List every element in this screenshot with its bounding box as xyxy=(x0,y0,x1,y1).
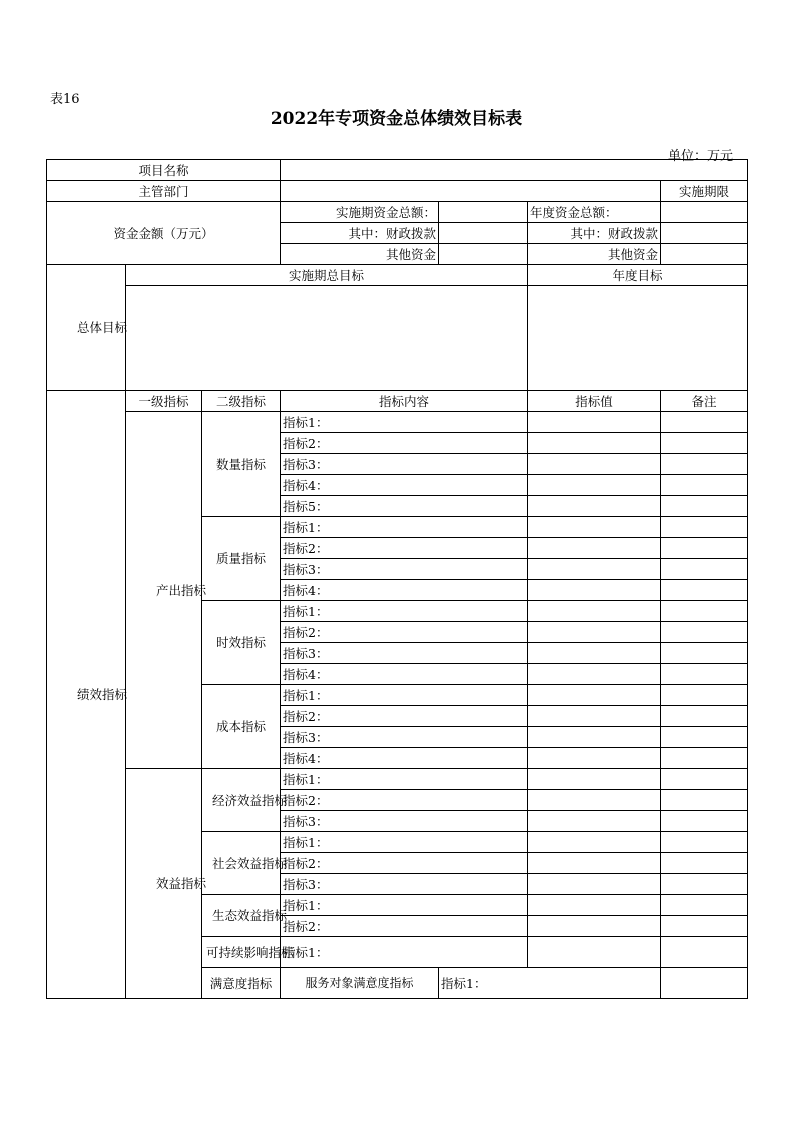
indicator-value-field[interactable] xyxy=(528,538,661,559)
period-goal-field[interactable] xyxy=(126,286,528,391)
table-row xyxy=(47,391,748,412)
table-row xyxy=(47,265,748,286)
indicator-value-field[interactable] xyxy=(528,937,661,968)
output-indicator-label: 产出指标 xyxy=(126,412,202,769)
indicator-item: 指标3： xyxy=(281,454,528,475)
indicator-item: 指标1： xyxy=(281,517,528,538)
indicator-value-field[interactable] xyxy=(528,643,661,664)
table-row xyxy=(47,286,748,391)
indicator-value-field[interactable] xyxy=(528,874,661,895)
table-row xyxy=(47,181,748,202)
indicator-item: 指标3： xyxy=(281,811,528,832)
indicator-value-field[interactable] xyxy=(528,454,661,475)
indicator-value-field[interactable] xyxy=(528,895,661,916)
ecological-benefit-label: 生态效益指标 xyxy=(202,895,281,937)
indicator-value-field[interactable] xyxy=(528,685,661,706)
period-fiscal-field[interactable] xyxy=(439,223,528,244)
indicator-item: 指标2： xyxy=(281,916,528,937)
indicator-value-field[interactable] xyxy=(528,664,661,685)
indicator-item: 指标1： xyxy=(281,412,528,433)
table-number: 表16 xyxy=(50,92,80,107)
overall-goal-label: 总体目标 xyxy=(47,265,126,391)
period-label: 实施期限 xyxy=(661,181,748,202)
indicator-note-field[interactable] xyxy=(661,559,748,580)
indicator-note-field[interactable] xyxy=(661,853,748,874)
note-header: 备注 xyxy=(661,391,748,412)
indicator-item: 指标1： xyxy=(281,769,528,790)
indicator-item: 指标4： xyxy=(281,748,528,769)
quantity-indicator-label: 数量指标 xyxy=(202,412,281,517)
indicator-note-field[interactable] xyxy=(661,685,748,706)
indicator-note-field[interactable] xyxy=(661,412,748,433)
annual-fund-field[interactable] xyxy=(661,202,748,223)
indicator-item: 指标5： xyxy=(281,496,528,517)
indicator-note-field[interactable] xyxy=(661,832,748,853)
annual-goal-field[interactable] xyxy=(528,286,748,391)
indicator-item: 指标2： xyxy=(281,706,528,727)
annual-other-field[interactable] xyxy=(661,244,748,265)
indicator-value-field[interactable] xyxy=(528,916,661,937)
indicator-item: 指标2： xyxy=(281,538,528,559)
indicator-value-field[interactable] xyxy=(528,769,661,790)
indicator-note-field[interactable] xyxy=(661,937,748,968)
indicator-note-field[interactable] xyxy=(661,916,748,937)
indicator-value-field[interactable] xyxy=(528,748,661,769)
indicator-note-field[interactable] xyxy=(661,895,748,916)
indicator-item: 指标3： xyxy=(281,559,528,580)
level1-header: 一级指标 xyxy=(126,391,202,412)
period-other-label: 其他资金 xyxy=(281,244,439,265)
period-other-field[interactable] xyxy=(439,244,528,265)
indicator-note-field[interactable] xyxy=(661,538,748,559)
benefit-indicator-label: 效益指标 xyxy=(126,769,202,999)
indicator-note-field[interactable] xyxy=(661,811,748,832)
indicator-value-field[interactable] xyxy=(528,496,661,517)
sustainable-impact-label: 可持续影响指标 xyxy=(202,937,281,968)
indicator-value-field[interactable] xyxy=(528,559,661,580)
indicator-item: 指标2： xyxy=(281,433,528,454)
service-satisfaction-label: 服务对象满意度指标 xyxy=(281,968,439,999)
indicator-note-field[interactable] xyxy=(661,475,748,496)
project-name-label: 项目名称 xyxy=(47,160,281,181)
indicator-note-field[interactable] xyxy=(661,580,748,601)
indicator-item: 指标3： xyxy=(281,874,528,895)
indicator-item: 指标1： xyxy=(281,937,528,968)
satisfaction-indicator-label: 满意度指标 xyxy=(202,968,281,999)
indicator-value-field[interactable] xyxy=(528,622,661,643)
indicator-item: 指标3： xyxy=(281,643,528,664)
indicator-value-field[interactable] xyxy=(528,811,661,832)
indicator-note-field[interactable] xyxy=(661,496,748,517)
content-header: 指标内容 xyxy=(281,391,528,412)
indicator-note-field[interactable] xyxy=(661,601,748,622)
annual-other-label: 其他资金 xyxy=(528,244,661,265)
performance-indicators-label: 绩效指标 xyxy=(47,391,126,999)
indicator-note-field[interactable] xyxy=(661,433,748,454)
annual-fiscal-label: 其中：财政拨款 xyxy=(528,223,661,244)
indicator-item: 指标3： xyxy=(281,727,528,748)
indicator-item: 指标2： xyxy=(281,790,528,811)
timeliness-indicator-label: 时效指标 xyxy=(202,601,281,685)
economic-benefit-label: 经济效益指标 xyxy=(202,769,281,832)
indicator-item: 指标1： xyxy=(281,601,528,622)
indicator-value-field[interactable] xyxy=(528,853,661,874)
indicator-item: 指标4： xyxy=(281,580,528,601)
indicator-note-field[interactable] xyxy=(661,517,748,538)
indicator-value-field[interactable] xyxy=(528,580,661,601)
table-row xyxy=(47,412,748,433)
indicator-value-field[interactable] xyxy=(528,727,661,748)
indicator-item: 指标4： xyxy=(281,664,528,685)
period-fiscal-label: 其中：财政拨款 xyxy=(281,223,439,244)
level2-header: 二级指标 xyxy=(202,391,281,412)
indicator-item: 指标1： xyxy=(281,832,528,853)
period-goal-header: 实施期总目标 xyxy=(126,265,528,286)
table-row xyxy=(47,160,748,181)
department-field[interactable] xyxy=(281,181,661,202)
fund-amount-label: 资金金额（万元） xyxy=(47,202,281,265)
indicator-value-field[interactable] xyxy=(661,968,748,999)
performance-target-table xyxy=(46,159,748,999)
table-row xyxy=(47,202,748,223)
indicator-note-field[interactable] xyxy=(661,748,748,769)
indicator-value-field[interactable] xyxy=(528,412,661,433)
social-benefit-label: 社会效益指标 xyxy=(202,832,281,895)
unit-label: 单位：万元 xyxy=(667,149,733,164)
indicator-value-field[interactable] xyxy=(528,706,661,727)
indicator-item: 指标1： xyxy=(281,895,528,916)
indicator-note-field[interactable] xyxy=(661,622,748,643)
indicator-value-field[interactable] xyxy=(528,517,661,538)
indicator-value-field[interactable] xyxy=(528,832,661,853)
indicator-item: 指标4： xyxy=(281,475,528,496)
indicator-item: 指标1： xyxy=(281,685,528,706)
indicator-value-field[interactable] xyxy=(528,790,661,811)
value-header: 指标值 xyxy=(528,391,661,412)
indicator-note-field[interactable] xyxy=(661,727,748,748)
indicator-note-field[interactable] xyxy=(661,454,748,475)
indicator-item: 指标2： xyxy=(281,853,528,874)
total-fund-field[interactable] xyxy=(439,202,528,223)
cost-indicator-label: 成本指标 xyxy=(202,685,281,769)
quality-indicator-label: 质量指标 xyxy=(202,517,281,601)
indicator-item: 指标1： xyxy=(439,968,661,999)
indicator-note-field[interactable] xyxy=(661,769,748,790)
indicator-note-field[interactable] xyxy=(661,874,748,895)
indicator-note-field[interactable] xyxy=(661,643,748,664)
indicator-note-field[interactable] xyxy=(661,664,748,685)
annual-goal-header: 年度目标 xyxy=(528,265,748,286)
indicator-value-field[interactable] xyxy=(528,475,661,496)
indicator-item: 指标2： xyxy=(281,622,528,643)
total-fund-label: 实施期资金总额： xyxy=(281,202,439,223)
table-row xyxy=(47,769,748,790)
page-title: 2022年专项资金总体绩效目标表 xyxy=(270,109,523,129)
annual-fiscal-field[interactable] xyxy=(661,223,748,244)
indicator-value-field[interactable] xyxy=(528,433,661,454)
indicator-note-field[interactable] xyxy=(661,706,748,727)
indicator-value-field[interactable] xyxy=(528,601,661,622)
annual-fund-label: 年度资金总额： xyxy=(528,202,661,223)
project-name-field[interactable] xyxy=(281,160,748,181)
indicator-note-field[interactable] xyxy=(661,790,748,811)
department-label: 主管部门 xyxy=(47,181,281,202)
